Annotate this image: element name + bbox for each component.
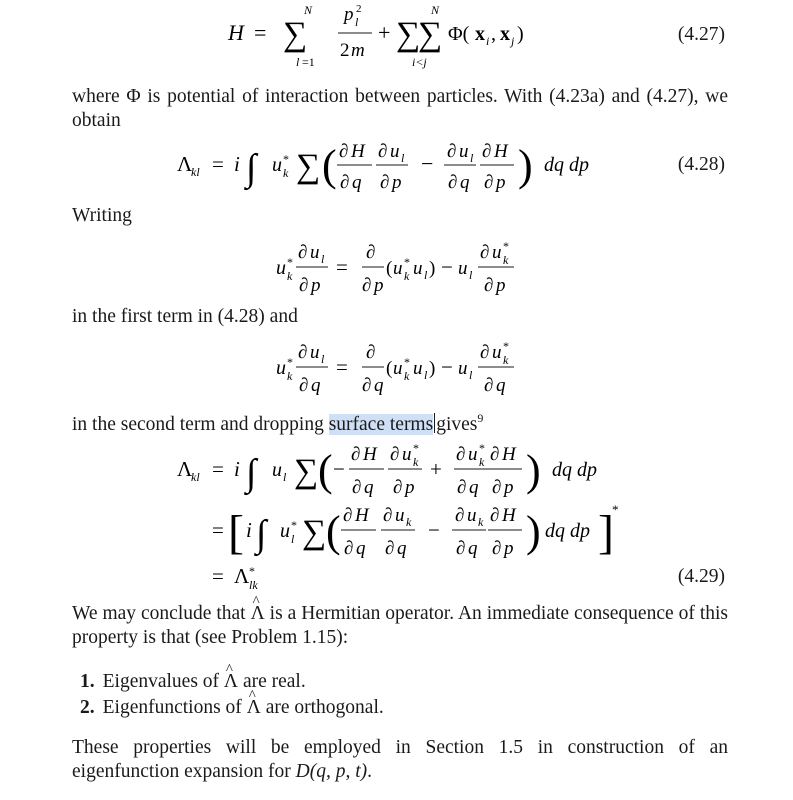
svg-text:p: p xyxy=(392,172,402,193)
svg-text:*: * xyxy=(404,255,410,269)
svg-text:l: l xyxy=(321,252,325,266)
svg-text:∂: ∂ xyxy=(482,141,492,162)
svg-text:=: = xyxy=(212,518,224,542)
footnote-marker[interactable]: 9 xyxy=(477,411,484,425)
svg-text:−: − xyxy=(441,355,453,379)
svg-text:H: H xyxy=(494,141,508,162)
svg-text:∑: ∑ xyxy=(283,16,308,53)
svg-text:u: u xyxy=(276,257,286,279)
svg-text:q: q xyxy=(496,375,506,396)
svg-text:−: − xyxy=(441,255,453,279)
svg-text:kl: kl xyxy=(191,165,200,179)
svg-text:∂: ∂ xyxy=(385,538,395,559)
svg-text:x: x xyxy=(475,23,485,45)
svg-text:): ) xyxy=(518,141,533,190)
paragraph-6-end: . xyxy=(367,761,373,782)
svg-text:i: i xyxy=(234,457,240,481)
svg-text:l: l xyxy=(470,151,474,165)
svg-text:∂: ∂ xyxy=(298,242,308,263)
svg-text:): ) xyxy=(429,258,436,279)
svg-text:H: H xyxy=(355,505,369,526)
svg-text:*: * xyxy=(287,255,293,269)
svg-text:i: i xyxy=(246,518,252,542)
svg-text:2: 2 xyxy=(356,3,362,15)
svg-text:u: u xyxy=(413,358,423,379)
svg-text:∂: ∂ xyxy=(343,505,353,526)
svg-text:k: k xyxy=(503,253,509,267)
svg-text:lk: lk xyxy=(249,578,258,592)
list-number: 1. xyxy=(80,671,95,692)
svg-text:p: p xyxy=(344,4,354,25)
svg-text:u: u xyxy=(272,154,282,176)
svg-text:p: p xyxy=(496,275,506,296)
svg-text:∂: ∂ xyxy=(480,242,490,263)
svg-text:*: * xyxy=(287,355,293,369)
svg-text:∂: ∂ xyxy=(383,505,393,526)
svg-text:l: l xyxy=(401,151,405,165)
list-number: 2. xyxy=(80,697,95,718)
paragraph-5-end: is a Hermitian operator. An immediate consequence of this property is that (see Problem 1.15): xyxy=(72,603,729,648)
svg-text:H: H xyxy=(502,444,516,465)
paragraph-4-end: gives xyxy=(436,414,478,435)
svg-text:q: q xyxy=(311,375,321,396)
svg-text:∑: ∑ xyxy=(396,16,421,53)
svg-text:u: u xyxy=(395,505,405,526)
list-item xyxy=(80,669,384,695)
svg-text:k: k xyxy=(503,353,509,367)
svg-text:Λ: Λ xyxy=(234,564,250,588)
svg-text:k: k xyxy=(283,166,289,180)
svg-text:k: k xyxy=(478,515,484,529)
svg-text:=1: =1 xyxy=(302,55,315,69)
svg-text:l: l xyxy=(355,15,359,29)
svg-text:u: u xyxy=(458,358,468,379)
svg-text:dq dp: dq dp xyxy=(544,154,589,176)
svg-text:∂: ∂ xyxy=(393,477,403,498)
paragraph-4-start: in the second term and dropping xyxy=(72,414,329,435)
paragraph-2: Writing xyxy=(72,205,132,226)
svg-text:k: k xyxy=(287,369,293,383)
svg-text:j: j xyxy=(511,34,515,48)
svg-text:*: * xyxy=(413,441,419,455)
paragraph-6-start: These properties will be employed in Section 1.5 in construction of an eigenfunction expansion for xyxy=(72,737,728,782)
svg-text:k: k xyxy=(287,269,293,283)
svg-text:∂: ∂ xyxy=(352,477,362,498)
svg-text:∂: ∂ xyxy=(457,477,467,498)
svg-text:u: u xyxy=(468,444,478,465)
svg-text:u: u xyxy=(492,242,502,263)
svg-text:*: * xyxy=(503,339,509,353)
svg-text:H: H xyxy=(351,141,365,162)
svg-text:*: * xyxy=(404,355,410,369)
svg-text:∑: ∑ xyxy=(294,453,319,490)
svg-text:∂: ∂ xyxy=(344,538,354,559)
svg-text:[: [ xyxy=(228,506,244,559)
svg-text:=: = xyxy=(212,152,224,176)
svg-text:∂: ∂ xyxy=(351,444,361,465)
svg-text:p: p xyxy=(504,538,514,559)
svg-text:u: u xyxy=(393,258,403,279)
svg-text:*: * xyxy=(283,152,289,166)
svg-text:∫: ∫ xyxy=(246,147,257,189)
svg-text:l: l xyxy=(424,368,428,382)
svg-text:∂: ∂ xyxy=(362,375,372,396)
svg-text:(: ( xyxy=(318,446,333,495)
svg-text:=: = xyxy=(254,20,267,45)
svg-text:∂: ∂ xyxy=(299,275,309,296)
paragraph-6 xyxy=(72,736,728,784)
list-text: are real. xyxy=(238,671,306,692)
list-item xyxy=(80,695,384,721)
svg-text:]: ] xyxy=(598,506,614,559)
selected-text[interactable]: surface terms xyxy=(328,414,434,435)
svg-text:u: u xyxy=(458,258,468,279)
lambda-hat-symbol: ^ Λ xyxy=(247,695,261,721)
svg-text:u: u xyxy=(390,141,400,162)
list-text: are orthogonal. xyxy=(260,697,384,718)
svg-text:u: u xyxy=(413,258,423,279)
svg-text:u: u xyxy=(310,342,320,363)
svg-text:H: H xyxy=(228,20,244,45)
svg-text:−: − xyxy=(333,457,345,481)
svg-text:i: i xyxy=(486,34,490,48)
svg-text:p: p xyxy=(504,477,514,498)
svg-text:l: l xyxy=(321,352,325,366)
svg-text:dq dp: dq dp xyxy=(552,459,597,481)
svg-text:Λ: Λ xyxy=(177,457,193,481)
svg-text:*: * xyxy=(291,518,297,532)
svg-text:+: + xyxy=(378,20,391,45)
list-text: Eigenvalues of xyxy=(102,671,224,692)
svg-text:∂: ∂ xyxy=(492,477,502,498)
svg-text:u: u xyxy=(272,459,282,481)
svg-text:∫: ∫ xyxy=(246,452,257,494)
lambda-hat-symbol: ^ Λ xyxy=(251,602,265,626)
svg-text:+: + xyxy=(430,457,442,481)
paragraph-1: where Φ is potential of interaction between particles. With (4.23a) and (4.27), we obtain xyxy=(72,86,728,131)
svg-text:−: − xyxy=(421,151,434,176)
svg-text:dq dp: dq dp xyxy=(545,520,590,542)
svg-text:Λ: Λ xyxy=(177,152,193,176)
svg-text:q: q xyxy=(356,538,366,559)
svg-text:(: ( xyxy=(386,258,393,279)
svg-text:N: N xyxy=(304,3,313,17)
lambda-hat-symbol: ^ Λ xyxy=(224,669,238,695)
svg-text:∂: ∂ xyxy=(366,342,376,363)
svg-text:(: ( xyxy=(386,358,393,379)
svg-text:,: , xyxy=(491,23,496,45)
svg-text:∂: ∂ xyxy=(390,444,400,465)
svg-text:∂: ∂ xyxy=(447,141,457,162)
svg-text:∂: ∂ xyxy=(362,275,372,296)
svg-text:p: p xyxy=(405,477,415,498)
svg-text:p: p xyxy=(496,172,506,193)
svg-text:u: u xyxy=(492,342,502,363)
svg-text:*: * xyxy=(612,502,619,517)
svg-text:∂: ∂ xyxy=(339,141,349,162)
svg-text:k: k xyxy=(413,455,419,469)
svg-text:*: * xyxy=(503,239,509,253)
svg-text:i<j: i<j xyxy=(412,55,427,69)
svg-text:∑: ∑ xyxy=(302,514,327,551)
svg-text:k: k xyxy=(479,455,485,469)
svg-text:∂: ∂ xyxy=(340,172,350,193)
svg-text:∂: ∂ xyxy=(484,375,494,396)
svg-text:x: x xyxy=(500,23,510,45)
svg-text:∑: ∑ xyxy=(296,148,321,185)
svg-text:*: * xyxy=(249,564,255,578)
svg-text:l: l xyxy=(424,268,428,282)
svg-text:∑: ∑ xyxy=(418,16,443,53)
svg-text:2: 2 xyxy=(340,40,350,61)
svg-text:u: u xyxy=(467,505,477,526)
svg-text:=: = xyxy=(212,457,224,481)
equation-number-4-27: (4.27) xyxy=(677,24,725,45)
svg-text:k: k xyxy=(404,269,410,283)
svg-text:∂: ∂ xyxy=(298,342,308,363)
svg-text:): ) xyxy=(429,358,436,379)
svg-text:∂: ∂ xyxy=(455,505,465,526)
svg-text:∂: ∂ xyxy=(378,141,388,162)
svg-text:*: * xyxy=(479,441,485,455)
svg-text:=: = xyxy=(336,355,348,379)
svg-text:Φ(: Φ( xyxy=(448,23,470,45)
svg-text:): ) xyxy=(526,507,541,556)
paragraph-4 xyxy=(72,406,728,437)
svg-text:∂: ∂ xyxy=(480,342,490,363)
equation-number-4-28: (4.28) xyxy=(677,154,725,175)
svg-text:l: l xyxy=(469,368,473,382)
svg-text:i: i xyxy=(234,152,240,176)
svg-text:∂: ∂ xyxy=(456,444,466,465)
svg-text:q: q xyxy=(364,477,374,498)
svg-text:k: k xyxy=(406,515,412,529)
property-list xyxy=(80,669,384,721)
svg-text:∂: ∂ xyxy=(484,172,494,193)
svg-text:H: H xyxy=(363,444,377,465)
svg-text:u: u xyxy=(280,520,290,542)
svg-text:−: − xyxy=(428,518,440,542)
svg-text:H: H xyxy=(502,505,516,526)
svg-text:l: l xyxy=(283,470,287,484)
svg-text:q: q xyxy=(397,538,407,559)
svg-text:l: l xyxy=(469,268,473,282)
function-expression: D(q, p, t) xyxy=(295,761,368,782)
svg-text:u: u xyxy=(276,357,286,379)
equation-number-4-29: (4.29) xyxy=(677,566,725,587)
paragraph-5 xyxy=(72,602,728,650)
svg-text:(: ( xyxy=(326,507,341,556)
svg-text:∂: ∂ xyxy=(492,538,502,559)
svg-text:q: q xyxy=(469,477,479,498)
svg-text:u: u xyxy=(402,444,412,465)
svg-text:p: p xyxy=(374,275,384,296)
svg-text:p: p xyxy=(311,275,321,296)
svg-text:∂: ∂ xyxy=(490,444,500,465)
svg-text:m: m xyxy=(351,40,365,61)
svg-text:kl: kl xyxy=(191,470,200,484)
svg-text:∂: ∂ xyxy=(448,172,458,193)
svg-text:u: u xyxy=(310,242,320,263)
svg-text:∂: ∂ xyxy=(490,505,500,526)
svg-text:∂: ∂ xyxy=(299,375,309,396)
svg-text:=: = xyxy=(336,255,348,279)
svg-text:q: q xyxy=(374,375,384,396)
svg-text:N: N xyxy=(431,3,440,17)
svg-text:∂: ∂ xyxy=(456,538,466,559)
svg-text:): ) xyxy=(517,23,524,45)
svg-text:q: q xyxy=(460,172,470,193)
svg-text:∫: ∫ xyxy=(256,513,267,555)
paragraph-3: in the first term in (4.28) and xyxy=(72,306,298,327)
svg-text:k: k xyxy=(404,369,410,383)
list-text: Eigenfunctions of xyxy=(102,697,247,718)
svg-text:u: u xyxy=(393,358,403,379)
svg-text:=: = xyxy=(212,564,224,588)
svg-text:q: q xyxy=(468,538,478,559)
svg-text:l: l xyxy=(296,55,300,69)
paragraph-5-start: We may conclude that xyxy=(72,603,251,624)
svg-text:u: u xyxy=(459,141,469,162)
svg-text:l: l xyxy=(291,532,295,546)
svg-text:q: q xyxy=(352,172,362,193)
svg-text:(: ( xyxy=(322,141,337,190)
svg-text:∂: ∂ xyxy=(484,275,494,296)
svg-text:∂: ∂ xyxy=(366,242,376,263)
svg-text:): ) xyxy=(526,446,541,495)
svg-text:∂: ∂ xyxy=(380,172,390,193)
